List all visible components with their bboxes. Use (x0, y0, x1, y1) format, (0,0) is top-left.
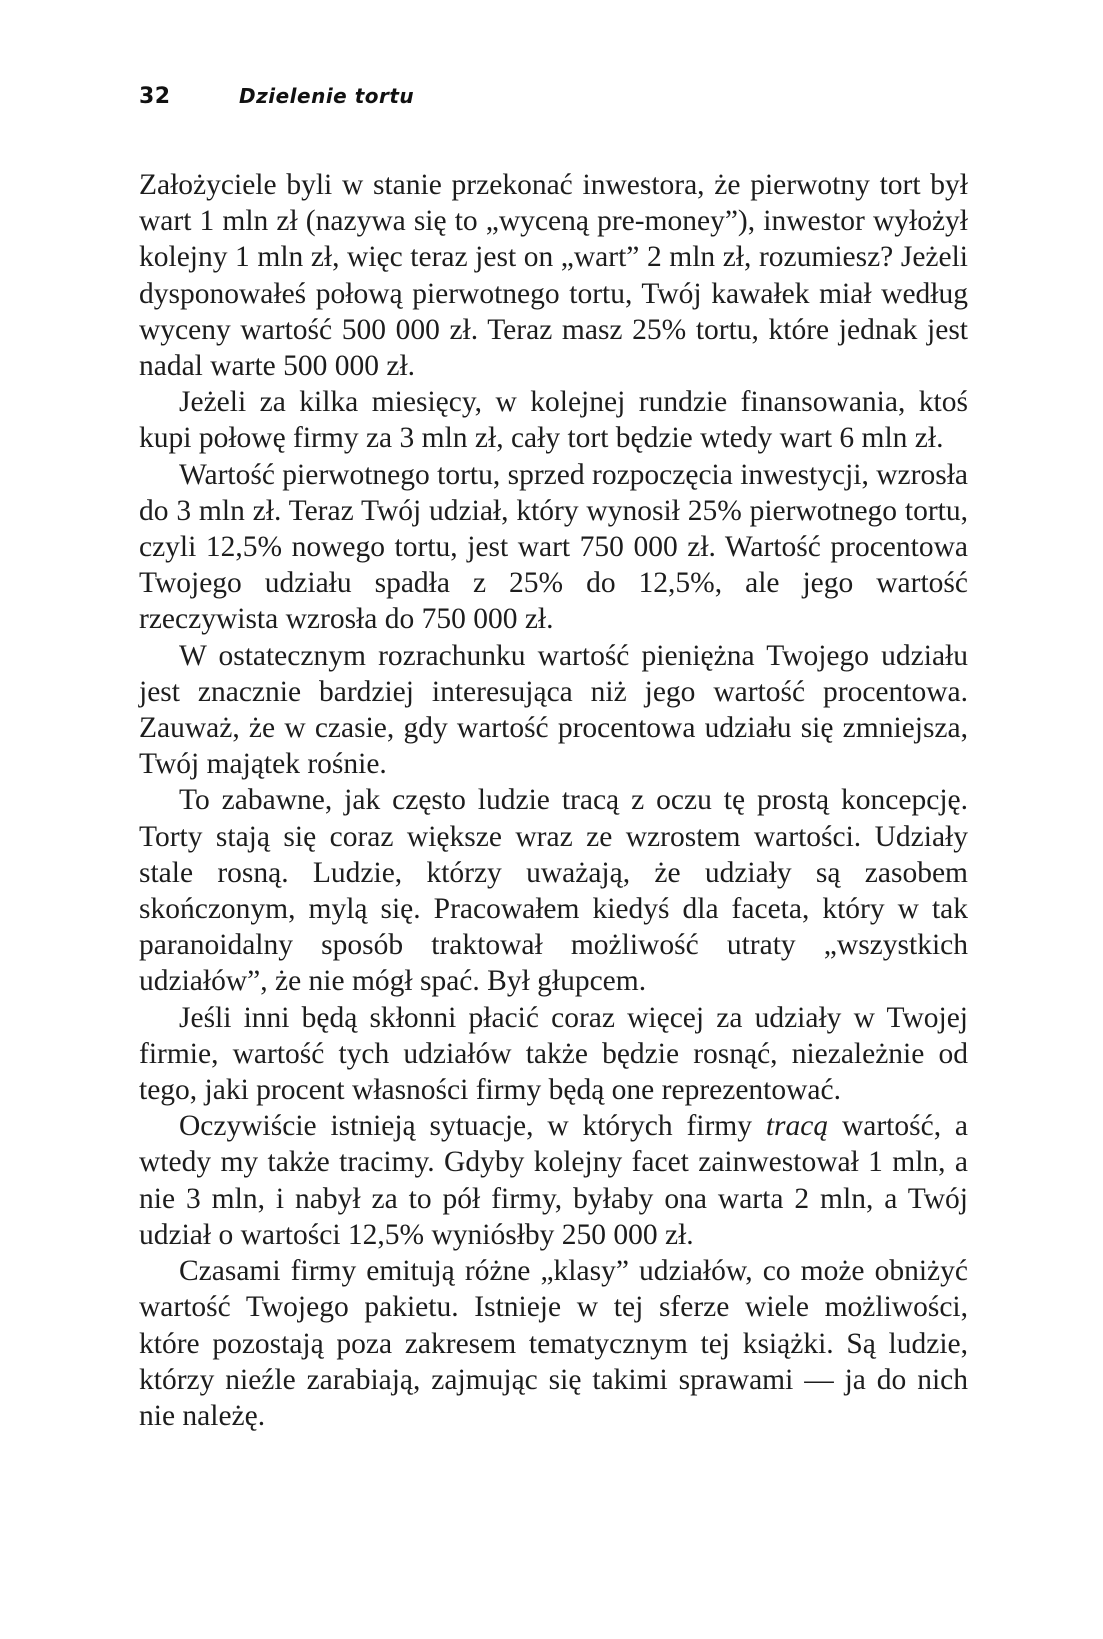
paragraph: Jeżeli za kilka miesięcy, w kolejnej rundzie finansowania, ktoś kupi połowę firmy za 3 mln zł, cały tort będzie wtedy wart 6 mln zł. (139, 386, 968, 455)
page-number: 32 (139, 84, 171, 109)
paragraph: Wartość pierwotnego tortu, sprzed rozpoczęcia inwestycji, wzrosła do 3 mln zł. Teraz Twój udział, który wynosił 25% pierwotnego tortu, czyli 12,5% nowego tortu, jest wart 750 000 zł. Wartość procentowa Twojego udziału spadła z 25% do 12,5%, ale jego wartość rzeczywista wzrosła do 750 000 zł. (139, 458, 968, 636)
running-head (139, 84, 414, 114)
paragraph: Czasami firmy emitują różne „klasy” udziałów, co może obniżyć wartość Twojego pakietu. Istnieje w tej sferze wiele możliwości, które pozostają poza zakresem tematycznym tej książki. Są ludzie, którzy nieźle zarabiają, zajmując się takimi sprawami — ja do nich nie należę. (139, 1255, 968, 1432)
paragraph: Założyciele byli w stanie przekonać inwestora, że pierwotny tort był wart 1 mln zł (nazywa się to „wyceną pre-money”), inwestor wyłożył kolejny 1 mln zł, więc teraz jest on „wart” 2 mln zł, rozumiesz? Jeżeli dysponowałeś połową pierwotnego tortu, Twój kawałek miał według wyceny wartość 500 000 zł. Teraz masz 25% tortu, które jednak jest nadal warte 500 000 zł. (139, 169, 968, 383)
paragraph: W ostatecznym rozrachunku wartość pieniężna Twojego udziału jest znacznie bardziej interesująca niż jego wartość procentowa. Zauważ, że w czasie, gdy wartość procentowa udziału się zmniejsza, Twój majątek rośnie. (139, 639, 968, 781)
paragraph: To zabawne, jak często ludzie tracą z oczu tę prostą koncepcję. Torty stają się coraz większe wraz ze wzrostem wartości. Udziały stale rosną. Ludzie, którzy uważają, że udziały są zasobem skończonym, mylą się. Pracowałem kiedyś dla faceta, który w tak paranoidalny sposób traktował możliwość utraty „wszystkich udziałów”, że nie mógł spać. Był głupcem. (139, 784, 968, 998)
body-text (139, 167, 968, 1434)
chapter-title: Dzielenie tortu (239, 84, 415, 108)
paragraph-text-after: wartość, a wtedy my także tracimy. Gdyby kolejny facet zainwestował 1 mln, a nie 3 mln, i nabył za to pół firmy, byłaby ona warta 2 mln, a Twój udział o wartości 12,5% wyniósłby 250 000 zł. (139, 1110, 968, 1251)
paragraph-text-before: Oczywiście istnieją sytuacje, w których firmy (179, 1110, 766, 1143)
paragraph: Jeśli inni będą skłonni płacić coraz więcej za udziały w Twojej firmie, wartość tych udziałów także będzie rosnąć, niezależnie od tego, jaki procent własności firmy będą one reprezentować. (139, 1001, 968, 1107)
paragraph-with-emphasis (139, 1108, 968, 1253)
emphasis-text: tracą (765, 1110, 829, 1143)
